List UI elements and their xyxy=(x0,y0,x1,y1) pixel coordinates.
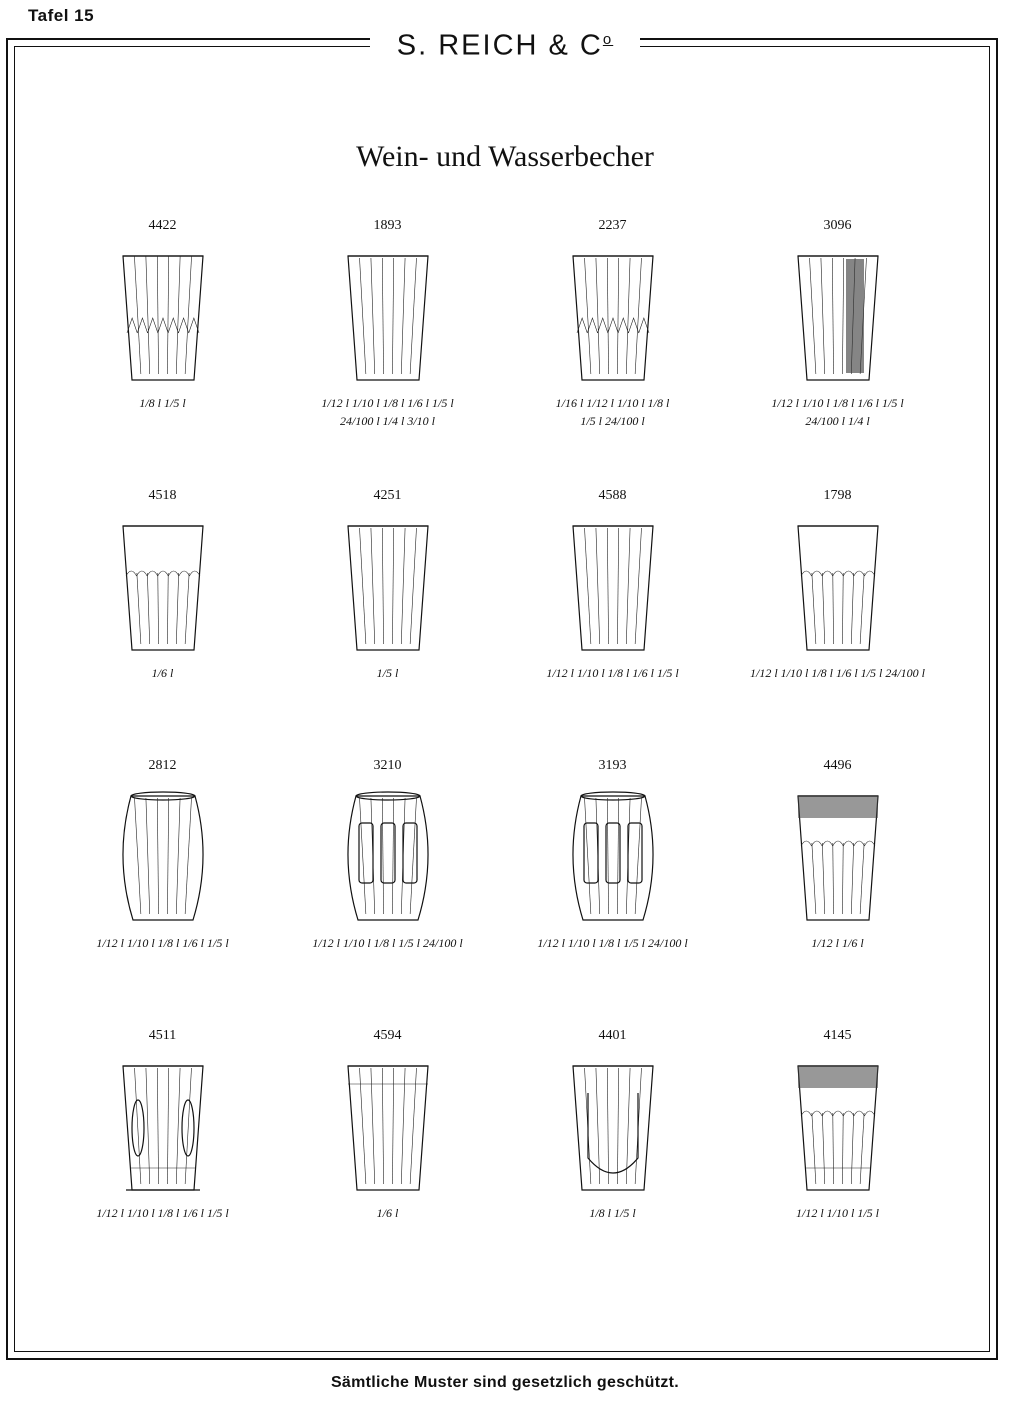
item-number: 3210 xyxy=(373,758,402,773)
page-title: Wein- und Wasserbecher xyxy=(356,140,654,173)
item-sizes: 1/12 l 1/10 l 1/8 l 1/5 l 24/100 l xyxy=(537,936,688,950)
item-sizes: 1/12 l 1/10 l 1/5 l xyxy=(795,1206,879,1220)
glass-item xyxy=(50,480,275,750)
item-number: 3096 xyxy=(823,218,852,233)
item-number: 1893 xyxy=(373,218,402,233)
item-number: 4518 xyxy=(148,488,177,503)
glass-item xyxy=(725,1020,950,1290)
glass-illustration xyxy=(783,248,893,388)
item-number: 3193 xyxy=(598,758,627,773)
item-number: 4594 xyxy=(373,1028,402,1043)
glass-item xyxy=(725,210,950,480)
item-number: 2237 xyxy=(598,218,627,233)
item-number: 4511 xyxy=(148,1028,177,1043)
item-sizes: 1/5 l xyxy=(376,666,399,680)
glass-illustration xyxy=(558,248,668,388)
item-sizes: 1/12 l 1/10 l 1/8 l 1/6 l 1/5 l 24/100 l xyxy=(749,666,925,680)
glass-illustration xyxy=(783,1058,893,1198)
glass-item xyxy=(500,1020,725,1290)
glass-illustration xyxy=(558,1058,668,1198)
glass-item xyxy=(500,210,725,480)
glass-item xyxy=(50,210,275,480)
item-sizes: 1/12 l 1/10 l 1/8 l 1/5 l 24/100 l xyxy=(312,936,463,950)
glass-illustration xyxy=(333,788,443,928)
copyright-notice: Sämtliche Muster sind gesetzlich geschützt. xyxy=(330,1374,680,1391)
plate-number: Tafel 15 xyxy=(28,6,95,25)
glass-illustration xyxy=(108,518,218,658)
glass-illustration xyxy=(333,248,443,388)
item-sizes: 1/6 l xyxy=(151,666,174,680)
glass-item xyxy=(50,750,275,1020)
item-number: 4588 xyxy=(598,488,627,503)
glass-item xyxy=(275,750,500,1020)
item-sizes: 1/6 l xyxy=(376,1206,399,1220)
item-sizes: 1/12 l 1/10 l 1/8 l 1/6 l 1/5 l xyxy=(546,666,679,680)
glass-illustration xyxy=(333,1058,443,1198)
glass-item xyxy=(500,480,725,750)
glass-illustration xyxy=(783,518,893,658)
glass-illustration xyxy=(783,788,893,928)
item-number: 4251 xyxy=(373,488,402,503)
glass-illustration xyxy=(108,248,218,388)
company-name: S. REICH & $C^o$ xyxy=(370,20,640,60)
item-number: 4496 xyxy=(823,758,852,773)
item-sizes: 1/12 l 1/10 l 1/8 l 1/6 l 1/5 l xyxy=(96,936,229,950)
glass-illustration xyxy=(108,788,218,928)
glass-catalog-grid xyxy=(50,210,950,1290)
item-sizes: 1/12 l 1/10 l 1/8 l 1/6 l 1/5 l xyxy=(96,1206,229,1220)
glass-item xyxy=(275,480,500,750)
item-sizes: 1/12 l 1/10 l 1/8 l 1/6 l 1/5 l 24/100 l 1/4 l 3/10 l xyxy=(321,396,454,428)
item-number: 4401 xyxy=(598,1028,627,1043)
item-number: 1798 xyxy=(823,488,852,503)
glass-item xyxy=(500,750,725,1020)
glass-item xyxy=(50,1020,275,1290)
item-sizes: 1/12 l 1/6 l xyxy=(811,936,864,950)
item-number: 2812 xyxy=(148,758,177,773)
item-sizes: 1/8 l 1/5 l xyxy=(139,396,186,410)
glass-illustration xyxy=(333,518,443,658)
glass-item xyxy=(725,750,950,1020)
glass-item xyxy=(275,210,500,480)
item-sizes: 1/12 l 1/10 l 1/8 l 1/6 l 1/5 l 24/100 l 1/4 l xyxy=(771,396,904,428)
glass-illustration xyxy=(108,1058,218,1198)
glass-item xyxy=(275,1020,500,1290)
item-sizes: 1/8 l 1/5 l xyxy=(589,1206,636,1220)
item-sizes: 1/16 l 1/12 l 1/10 l 1/8 l 1/5 l 24/100 l xyxy=(555,396,670,428)
item-number: 4422 xyxy=(148,218,177,233)
glass-item xyxy=(725,480,950,750)
glass-illustration xyxy=(558,518,668,658)
item-number: 4145 xyxy=(823,1028,852,1043)
glass-illustration xyxy=(558,788,668,928)
